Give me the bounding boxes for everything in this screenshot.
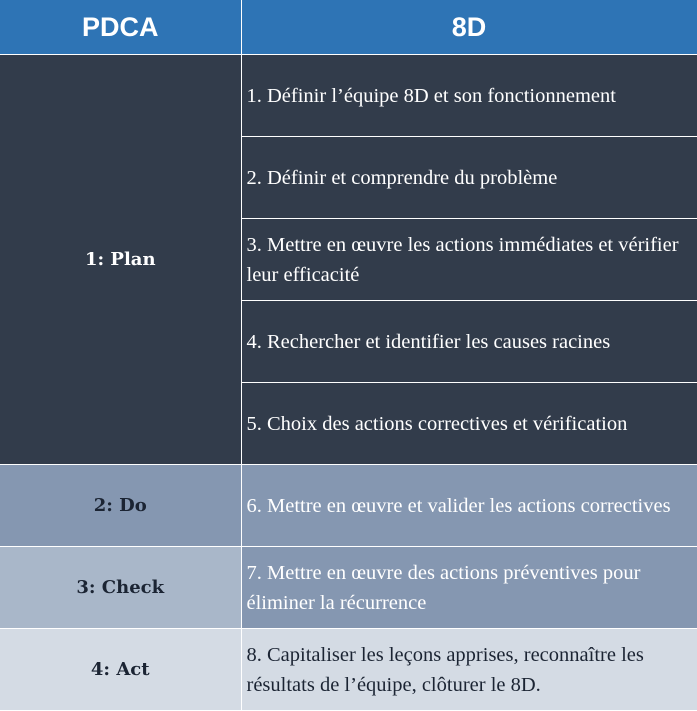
step-8: 8. Capitaliser les leçons apprises, reconnaître les résultats de l’équipe, clôturer le 8D.	[241, 629, 697, 711]
phase-do: 2: Do	[0, 465, 241, 547]
step-4: 4. Rechercher et identifier les causes racines	[241, 301, 697, 383]
step-5: 5. Choix des actions correctives et vérification	[241, 383, 697, 465]
phase-act: 4: Act	[0, 629, 241, 711]
table-row	[0, 55, 697, 137]
step-2: 2. Définir et comprendre du problème	[241, 137, 697, 219]
table-row	[0, 465, 697, 547]
step-3: 3. Mettre en œuvre les actions immédiates et vérifier leur efficacité	[241, 219, 697, 301]
phase-plan: 1: Plan	[0, 55, 241, 465]
step-7: 7. Mettre en œuvre des actions préventives pour éliminer la récurrence	[241, 547, 697, 629]
header-pdca: PDCA	[0, 0, 241, 55]
header-row	[0, 0, 697, 55]
table-row	[0, 629, 697, 711]
table-row	[0, 547, 697, 629]
step-1: 1. Définir l’équipe 8D et son fonctionnement	[241, 55, 697, 137]
header-8d: 8D	[241, 0, 697, 55]
step-6: 6. Mettre en œuvre et valider les actions correctives	[241, 465, 697, 547]
phase-check: 3: Check	[0, 547, 241, 629]
